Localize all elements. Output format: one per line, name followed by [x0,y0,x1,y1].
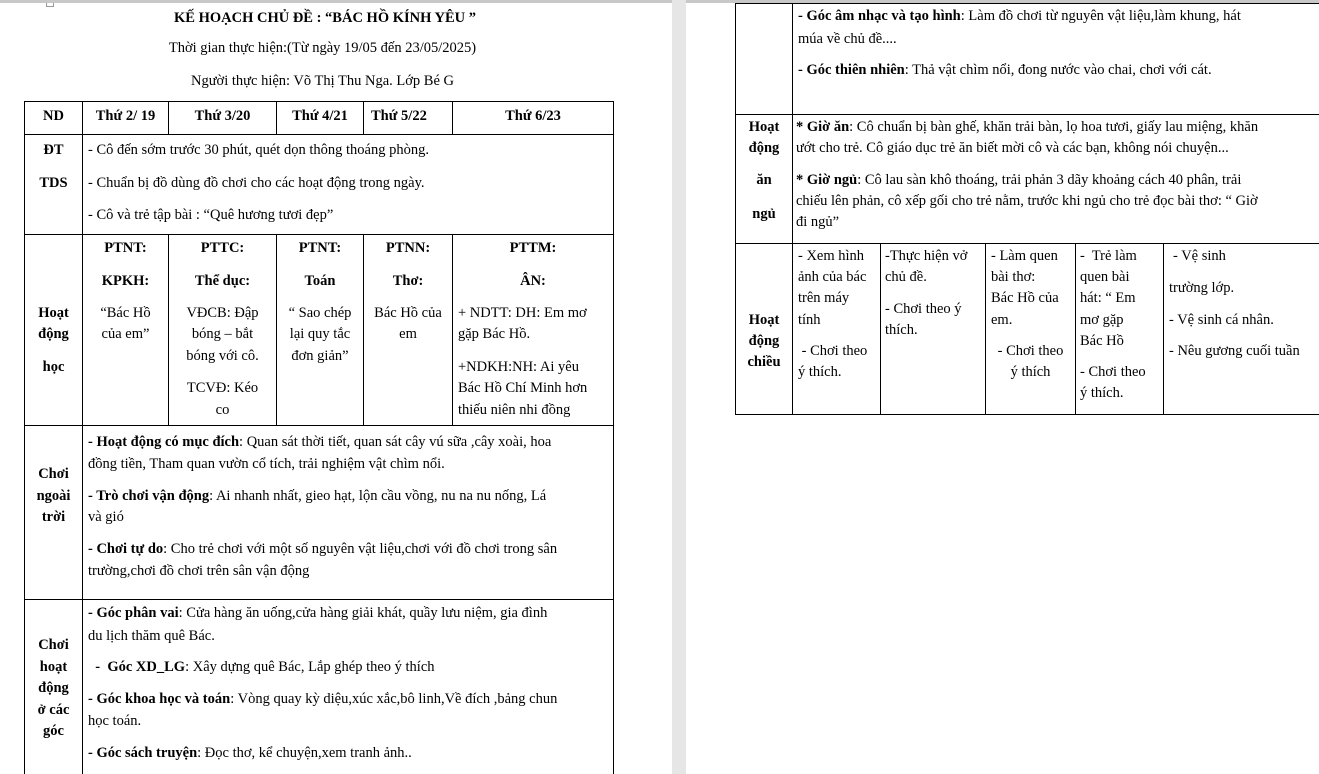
lesson-domain: PTTM: [509,240,557,256]
don-tre-line: - Chuẩn bị đồ dùng đồ chơi cho các hoạt động trong ngày. [88,175,425,191]
row-label-hoat-dong-chieu: Hoạt [748,312,780,328]
row-label-an-ngu: Hoạt [748,119,780,135]
afternoon-activity: bài thơ: [991,269,1036,285]
row-label-hoat-dong-chieu: chiều [747,354,781,370]
row-label-choi-ngoai-troi: trời [41,509,66,525]
corner-activity-item: - Góc phân vai: Cửa hàng ăn uống,cửa hàng giải khát, quầy lưu niệm, gia đình [88,605,548,621]
sleep-item: * Giờ ngủ: Cô lau sàn khô thoáng, trải phản 3 dãy khoảng cách 40 phân, trải [796,172,1242,188]
afternoon-activity: hát: “ Em [1080,290,1136,306]
meal-item: * Giờ ăn: Cô chuẩn bị bàn ghế, khăn trải bàn, lọ hoa tươi, giấy lau miệng, khăn [796,119,1259,135]
afternoon-activity: - Nêu gương cuối tuần [1169,343,1300,359]
afternoon-activity: - Trẻ làm [1080,248,1137,264]
lesson-content: đơn giản” [291,348,349,364]
outdoor-activity-cont: trường,chơi đồ chơi trên sân vận động [88,563,310,579]
afternoon-activity: -Thực hiện vở [885,248,968,264]
afternoon-activity: mơ gặp [1080,312,1124,328]
lesson-subject: Thơ: [392,273,424,289]
document-page-right [686,3,1319,774]
outdoor-activity-cont: và gió [88,509,124,525]
lesson-domain: PTNT: [104,240,147,256]
row-label-choi-goc: ở các [37,702,70,718]
afternoon-activity: ảnh của bác [798,269,867,285]
lesson-content: gặp Bác Hồ. [458,326,531,342]
lesson-content: bóng – bắt [191,326,254,342]
sleep-item-cont: đi ngủ” [796,214,840,230]
lesson-content: thiếu niên nhi đồng [458,402,571,418]
row-label-choi-goc: hoạt [39,659,68,675]
afternoon-activity: - Xem hình [798,248,865,264]
corner-activity-item: - Góc thiên nhiên: Thả vật chìm nổi, đong nước vào chai, chơi với cát. [798,62,1212,78]
lesson-game: TCVĐ: Kéo [186,380,259,396]
lesson-content: em [399,326,417,342]
row-label-an-ngu: động [748,140,780,156]
don-tre-line: - Cô và trẻ tập bài : “Quê hương tươi đẹp” [88,207,334,223]
row-label-an-ngu: ăn [756,172,772,188]
row-label-choi-goc: động [38,680,69,696]
row-label-hoat-dong-hoc: động [38,326,69,342]
corner-mark [46,3,54,7]
lesson-subject: Thể dục: [194,273,251,289]
afternoon-activity: - Chơi theo [1080,364,1146,380]
lesson-content: VĐCB: Đập [186,305,259,321]
document-time: Thời gian thực hiện:(Từ ngày 19/05 đến 23/05/2025) [168,40,477,56]
outdoor-activity-item: - Trò chơi vận động: Ai nhanh nhất, gieo hạt, lộn cầu vồng, nu na nu nống, Lá [88,488,547,504]
outdoor-activity-cont: đồng tiền, Tham quan vườn cổ tích, trải nghiệm vật chìm nổi. [88,456,445,472]
header-day-wed: Thứ 4/21 [292,108,348,124]
afternoon-activity: ý thích [1010,364,1051,380]
afternoon-activity: Bác Hồ [1080,333,1124,349]
lesson-content: +NDKH:NH: Ai yêu [458,359,579,375]
afternoon-activity: quen bài [1080,269,1130,285]
row-label-an-ngu: ngủ [752,206,776,222]
lesson-content: Bác Hồ của [374,305,442,321]
lesson-game: co [215,402,230,418]
afternoon-activity: trên máy [798,290,850,306]
lesson-domain: PTNN: [385,240,431,256]
corner-activity-cont: múa về chủ đề.... [798,31,897,47]
row-label-hoat-dong-hoc: học [42,359,65,375]
lesson-content: lại quy tắc [289,326,351,342]
lesson-content: bóng với cô. [186,348,259,364]
lesson-subject: Toán [304,273,336,289]
corner-activity-item: - Góc khoa học và toán: Vòng quay kỳ diệu,xúc xắc,bô linh,Về đích ,bảng chun [88,691,558,707]
lesson-content: “Bác Hồ [100,305,151,321]
don-tre-line: - Cô đến sớm trước 30 phút, quét dọn thông thoáng phòng. [88,142,429,158]
header-day-tue: Thứ 3/20 [194,108,251,124]
row-label-don-tre-2: TDS [39,175,68,191]
row-label-choi-goc: Chơi [38,637,69,653]
outdoor-activity-item: - Hoạt động có mục đích: Quan sát thời tiết, quan sát cây vú sữa ,cây xoài, hoa [88,434,552,450]
row-label-choi-ngoai-troi: ngoài [36,488,71,504]
afternoon-activity: ý thích. [1080,385,1124,401]
corner-activity-cont: du lịch thăm quê Bác. [88,628,215,644]
sleep-item-cont: chiếu lên phản, cô xếp gối cho trẻ nằm, trước khi ngủ cho trẻ đọc bài thơ: “ Giờ [796,193,1258,209]
header-day-fri: Thứ 6/23 [505,108,561,124]
afternoon-activity: thích. [885,322,918,338]
afternoon-activity: em. [991,312,1013,328]
outdoor-activity-item: - Chơi tự do: Cho trẻ chơi với một số nguyên vật liệu,chơi với đồ chơi trong sân [88,541,558,557]
lesson-content: của em” [101,326,150,342]
afternoon-activity: - Làm quen [991,248,1058,264]
corner-activity-item: - Góc XD_LG: Xây dựng quê Bác, Lắp ghép theo ý thích [88,659,435,675]
row-label-choi-goc: góc [43,723,64,739]
afternoon-activity: - Chơi theo [997,343,1064,359]
meal-item-cont: ướt cho trẻ. Cô giáo dục trẻ ăn biết mời cô và các bạn, không nói chuyện... [796,140,1229,156]
afternoon-activity: ý thích. [798,364,842,380]
afternoon-activity: trường lớp. [1169,280,1235,296]
row-label-hoat-dong-chieu: động [748,333,780,349]
row-label-choi-ngoai-troi: Chơi [38,466,69,482]
row-label-don-tre-1: ĐT [43,142,64,158]
document-author: Người thực hiện: Võ Thị Thu Nga. Lớp Bé G [190,73,455,89]
header-nd: ND [43,108,64,124]
afternoon-activity: tính [798,312,821,328]
corner-activity-cont: học toán. [88,713,142,729]
lesson-domain: PTTC: [200,240,245,256]
afternoon-activity: - Chơi theo [798,343,868,359]
lesson-content: + NDTT: DH: Em mơ [458,305,587,321]
document-page-left [0,3,672,774]
corner-activity-item: - Góc âm nhạc và tạo hình: Làm đồ chơi từ nguyên vật liệu,làm khung, hát [798,8,1241,24]
document-title: KẾ HOẠCH CHỦ ĐỀ : “BÁC HỒ KÍNH YÊU ” [174,10,476,26]
row-label-hoat-dong-hoc: Hoạt [38,305,69,321]
lesson-domain: PTNT: [298,240,342,256]
header-day-mon: Thứ 2/ 19 [95,108,156,124]
afternoon-activity: - Chơi theo ý [885,301,962,317]
afternoon-activity: - Vệ sinh [1173,248,1226,264]
lesson-content: Bác Hồ Chí Minh hơn [458,380,588,396]
afternoon-activity: - Vệ sinh cá nhân. [1169,312,1274,328]
lesson-subject: KPKH: [101,273,150,289]
afternoon-activity: chủ đề. [885,269,927,285]
header-day-thu: Thứ 5/22 [371,108,427,124]
lesson-subject: ÂN: [520,273,546,289]
corner-activity-item: - Góc sách truyện: Đọc thơ, kể chuyện,xem tranh ảnh.. [88,745,412,761]
afternoon-activity: Bác Hồ của [991,290,1059,306]
lesson-content: “ Sao chép [288,305,352,321]
